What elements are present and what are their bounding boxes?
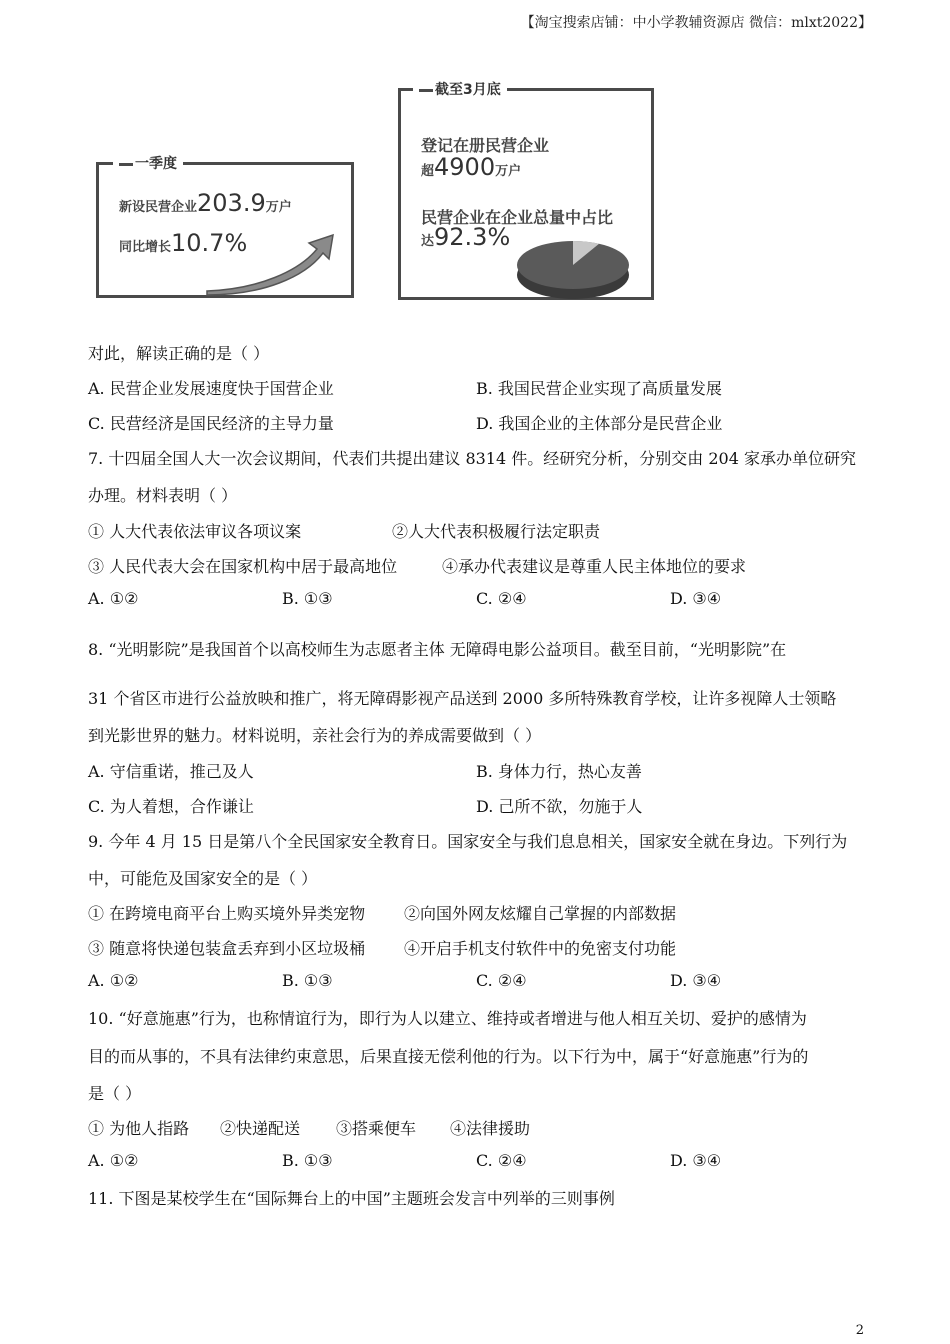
q10-statement-1: ① 为他人指路: [88, 1119, 190, 1138]
q9-stem-line1: 9. 今年 4 月 15 日是第八个全民国家安全教育日。国家安全与我们息息相关，国家安全就在身边。下列行为: [88, 832, 848, 851]
q8-option-a[interactable]: A. 守信重诺，推己及人: [88, 762, 254, 781]
q10-statement-2: ②快递配送: [220, 1119, 301, 1138]
infographic-march-line4: 达92.3%: [421, 223, 511, 251]
q8-stem-line1: 8. “光明影院”是我国首个以高校师生为志愿者主体 无障碍电影公益项目。截至目前，“光明影院”在: [88, 640, 787, 659]
q6-option-b[interactable]: B. 我国民营企业实现了高质量发展: [476, 379, 722, 398]
q9-statement-3: ③ 随意将快递包装盒丢弃到小区垃圾桶: [88, 939, 366, 958]
infographic-q1-line2: 同比增长10.7%: [119, 229, 248, 257]
q10-statement-3: ③搭乘便车: [336, 1119, 417, 1138]
q9-option-d[interactable]: D. ③④: [670, 971, 722, 990]
q7-option-c[interactable]: C. ②④: [476, 589, 527, 608]
infographic-march-line3: 民营企业在企业总量中占比: [421, 208, 614, 227]
q10-stem-line3: 是（ ）: [88, 1084, 142, 1103]
q7-statement-2: ②人大代表积极履行法定职责: [392, 522, 601, 541]
q9-option-a[interactable]: A. ①②: [88, 971, 139, 990]
infographic-march-line2: 超4900万户: [421, 153, 522, 181]
q9-statement-4: ④开启手机支付软件中的免密支付功能: [404, 939, 677, 958]
header-note: 【淘宝搜索店铺：中小学教辅资源店 微信：mlxt2022】: [520, 15, 872, 31]
q9-statement-1: ① 在跨境电商平台上购买境外异类宠物: [88, 904, 366, 923]
q10-stem-line2: 目的而从事的，不具有法律约束意思，后果直接无偿利他的行为。以下行为中，属于“好意施惠”行为的: [88, 1047, 809, 1066]
q6-option-d[interactable]: D. 我国企业的主体部分是民营企业: [476, 414, 723, 433]
q9-statement-2: ②向国外网友炫耀自己掌握的内部数据: [404, 904, 677, 923]
q9-option-b[interactable]: B. ①③: [282, 971, 333, 990]
q8-option-d[interactable]: D. 己所不欲，勿施于人: [476, 797, 643, 816]
q8-option-b[interactable]: B. 身体力行，热心友善: [476, 762, 642, 781]
q6-option-c[interactable]: C. 民营经济是国民经济的主导力量: [88, 414, 334, 433]
q7-statement-1: ① 人大代表依法审议各项议案: [88, 522, 302, 541]
infographic-q1-box: [96, 156, 354, 298]
infographic-march-box: [398, 82, 654, 300]
q10-option-c[interactable]: C. ②④: [476, 1151, 527, 1170]
q8-stem-line3: 到光影世界的魅力。材料说明，亲社会行为的养成需要做到（ ）: [88, 726, 542, 745]
q10-statement-4: ④法律援助: [450, 1119, 531, 1138]
q7-option-b[interactable]: B. ①③: [282, 589, 333, 608]
pie-chart-icon: [513, 237, 637, 309]
infographic-q1-title: 一季度: [113, 153, 183, 173]
q7-stem-line1: 7. 十四届全国人大一次会议期间，代表们共提出建议 8314 件。经研究分析，分别交由 204 家承办单位研究: [88, 449, 856, 468]
infographic-march-title: 截至3月底: [413, 79, 507, 99]
q7-stem-line2: 办理。材料表明（ ）: [88, 486, 238, 505]
q7-option-d[interactable]: D. ③④: [670, 589, 722, 608]
q7-statement-4: ④承办代表建议是尊重人民主体地位的要求: [442, 557, 747, 576]
q7-statement-3: ③ 人民代表大会在国家机构中居于最高地位: [88, 557, 398, 576]
infographic-q1-line1: 新设民营企业203.9万户: [119, 189, 292, 217]
page-number: 2: [855, 1323, 864, 1338]
q10-option-b[interactable]: B. ①③: [282, 1151, 333, 1170]
q10-stem-line1: 10. “好意施惠”行为，也称情谊行为，即行为人以建立、维持或者增进与他人相互关切、爱护的感情为: [88, 1009, 807, 1028]
q8-option-c[interactable]: C. 为人着想，合作谦让: [88, 797, 254, 816]
q6-stem: 对此，解读正确的是（ ）: [88, 344, 270, 363]
infographic-march-line1: 登记在册民营企业: [421, 136, 550, 155]
q9-stem-line2: 中，可能危及国家安全的是（ ）: [88, 869, 318, 888]
q7-option-a[interactable]: A. ①②: [88, 589, 139, 608]
q11-stem: 11. 下图是某校学生在“国际舞台上的中国”主题班会发言中列举的三则事例: [88, 1189, 615, 1208]
q6-option-a[interactable]: A. 民营企业发展速度快于国营企业: [88, 379, 334, 398]
growth-arrow-icon: [199, 231, 339, 297]
q8-stem-line2: 31 个省区市进行公益放映和推广，将无障碍影视产品送到 2000 多所特殊教育学校，让许多视障人士领略: [88, 689, 837, 708]
q10-option-d[interactable]: D. ③④: [670, 1151, 722, 1170]
q10-option-a[interactable]: A. ①②: [88, 1151, 139, 1170]
q9-option-c[interactable]: C. ②④: [476, 971, 527, 990]
